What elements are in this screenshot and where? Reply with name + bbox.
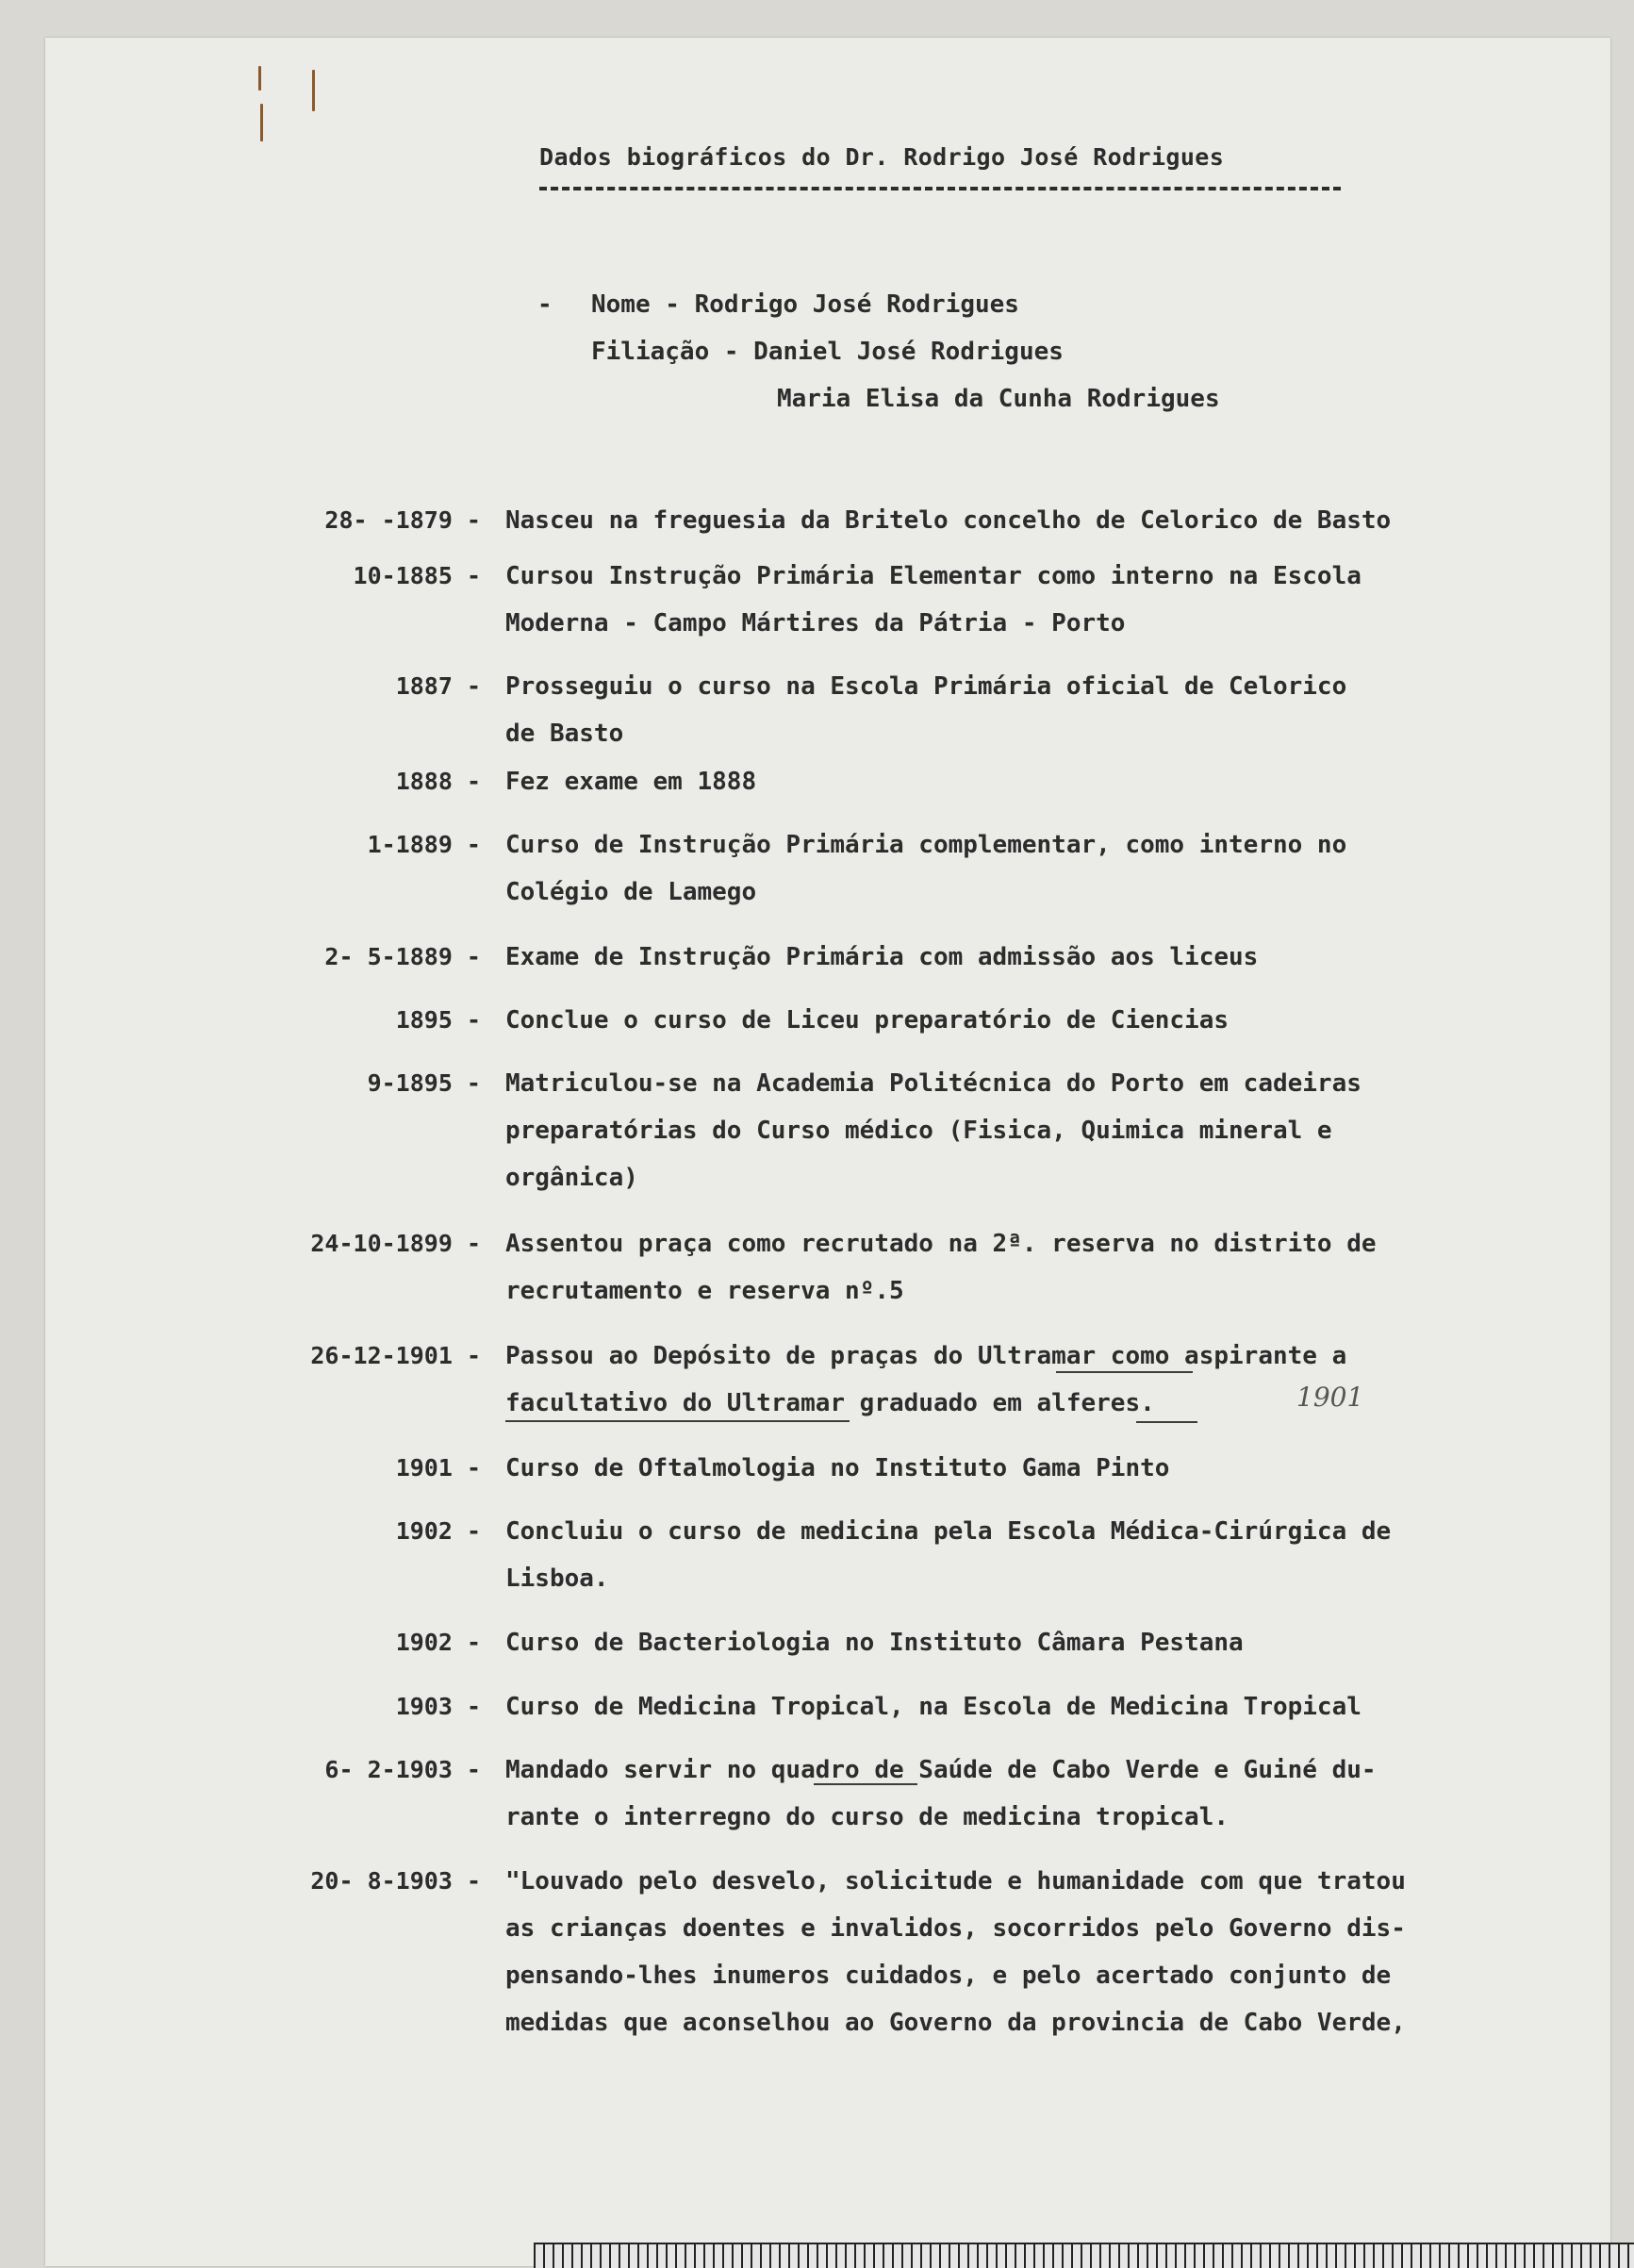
paper-mark	[312, 70, 315, 111]
entry-text: Curso de Medicina Tropical, na Escola de Medicina Tropical	[505, 1693, 1362, 1721]
entry-text: Fez exame em 1888	[505, 768, 757, 796]
entry-date: 26-12-1901 -	[310, 1342, 481, 1369]
entry-text: Nasceu na freguesia da Britelo concelho de Celorico de Basto	[505, 506, 1392, 535]
entry-date: 1887 -	[395, 672, 481, 700]
identity-bullet: -	[537, 290, 553, 319]
filiation-line: Filiação - Daniel José Rodrigues	[591, 338, 1064, 366]
paper-mark	[258, 66, 261, 91]
entry-date: 9-1895 -	[367, 1069, 481, 1097]
entry-text: "Louvado pelo desvelo, solicitude e humanidade com que tratou as crianças doentes e invalidos, socorridos pelo Governo dis- pensando-lhes inumeros cuidados, e pelo acertado conjunto de medidas que aconselhou ao Governo da provincia de Cabo Verde,	[505, 1867, 1406, 2037]
entry-text: Matriculou-se na Academia Politécnica do Porto em cadeiras preparatórias do Curso médico (Fisica, Quimica mineral e orgânica)	[505, 1069, 1362, 1192]
entry-date: 1901 -	[395, 1454, 481, 1482]
entry-date: 28- -1879 -	[324, 506, 481, 534]
entry-text: Passou ao Depósito de praças do Ultramar como aspirante a facultativo do Ultramar graduado em alferes.	[505, 1342, 1347, 1417]
paper-mark	[260, 104, 263, 141]
handwritten-margin-note: 1901	[1296, 1382, 1364, 1413]
entry-text: Assentou praça como recrutado na 2ª. reserva no distrito de recrutamento e reserva nº.5	[505, 1230, 1377, 1305]
entry-date: 1903 -	[395, 1693, 481, 1720]
mother-line: Maria Elisa da Cunha Rodrigues	[777, 385, 1220, 413]
scale-ruler	[534, 2243, 1634, 2268]
entry-date: 1888 -	[395, 768, 481, 795]
entry-text: Prosseguiu o curso na Escola Primária oficial de Celorico de Basto	[505, 672, 1347, 748]
entry-date: 1902 -	[395, 1517, 481, 1545]
entry-text: Curso de Oftalmologia no Instituto Gama Pinto	[505, 1454, 1170, 1482]
title-dashed-rule	[539, 187, 1341, 190]
handwritten-underline	[814, 1783, 917, 1785]
entry-text: Curso de Instrução Primária complementar, como interno no Colégio de Lamego	[505, 831, 1347, 906]
handwritten-underline	[1056, 1371, 1193, 1373]
entry-text: Exame de Instrução Primária com admissão aos liceus	[505, 943, 1259, 971]
handwritten-underline	[505, 1420, 850, 1422]
handwritten-underline	[1136, 1421, 1197, 1423]
entry-date: 10-1885 -	[353, 562, 481, 589]
entry-date: 6- 2-1903 -	[324, 1756, 481, 1783]
name-line: Nome - Rodrigo José Rodrigues	[591, 290, 1019, 319]
entry-date: 20- 8-1903 -	[310, 1867, 481, 1895]
entry-date: 2- 5-1889 -	[324, 943, 481, 970]
entry-date: 1895 -	[395, 1006, 481, 1034]
entry-date: 24-10-1899 -	[310, 1230, 481, 1257]
entry-text: Curso de Bacteriologia no Instituto Câmara Pestana	[505, 1629, 1244, 1657]
entry-text: Conclue o curso de Liceu preparatório de Ciencias	[505, 1006, 1230, 1035]
entry-text: Cursou Instrução Primária Elementar como interno na Escola Moderna - Campo Mártires da Pátria - Porto	[505, 562, 1362, 637]
entry-date: 1902 -	[395, 1629, 481, 1656]
entry-text: Mandado servir no quadro de Saúde de Cabo Verde e Guiné du- rante o interregno do curso de medicina tropical.	[505, 1756, 1377, 1831]
entry-text: Concluiu o curso de medicina pela Escola Médica-Cirúrgica de Lisboa.	[505, 1517, 1392, 1593]
document-title: Dados biográficos do Dr. Rodrigo José Rodrigues	[539, 143, 1225, 171]
entry-date: 1-1889 -	[367, 831, 481, 858]
